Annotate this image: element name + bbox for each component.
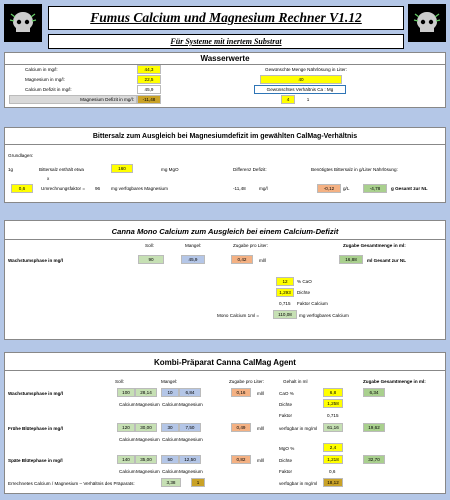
enthaelt-unit: mg MgO (161, 167, 179, 172)
kombi-row-label: Späte Blütephase in mg/l (8, 458, 63, 463)
skull-icon (410, 6, 444, 40)
gesamt-value: 19,62 (363, 423, 385, 432)
sub-magnesium: Magnesium (136, 469, 160, 474)
soll-mg: 28,14 (135, 388, 157, 397)
soll-value[interactable]: 90 (138, 255, 164, 264)
calcium-deficit-label: Calcium Defizit in mg/l: (25, 87, 72, 92)
magnesium-input[interactable]: 22,5 (137, 75, 161, 84)
col-gehalt: Gehalt in ml (283, 379, 308, 384)
soll-ca[interactable]: 120 (117, 423, 135, 432)
cao-label: % CaO (297, 279, 312, 284)
diff-unit: mg/l (259, 186, 268, 191)
zugabe-unit: ml/l (257, 458, 265, 463)
panel-canna-mono (4, 220, 446, 340)
skull-icon (6, 6, 40, 40)
col-zugabe: Zugabe pro Liter: (233, 243, 268, 248)
umrechnung-label: Umrechnungsfaktor = (41, 186, 86, 191)
mangel-ca: 10 (161, 388, 179, 397)
col-gesamt: Zugabe Gesamtmenge in ml: (363, 379, 426, 384)
diff-label: Differenz Defizit: (233, 167, 267, 172)
ratio-ca-input[interactable]: 4 (281, 95, 295, 104)
sub-magnesium: Magnesium (179, 437, 203, 442)
mangel-ca: 50 (161, 455, 179, 464)
gram-unit: 1g (8, 167, 14, 172)
zugabe-unit: ml/l (257, 426, 265, 431)
umrechnung-unit: mg verfügbares Magnesium (111, 186, 168, 191)
total-label: g Gesamt zur NL (391, 186, 428, 191)
faktor1-value: 0,715 (327, 413, 339, 418)
gehalt-label: Dichte (279, 458, 293, 463)
gesamt-label: ml Gesamt zur NL (367, 258, 407, 263)
divider (5, 370, 445, 371)
enthaelt-label: Bittersalz enthält etwa (39, 167, 84, 172)
divider (5, 239, 445, 240)
faktor2-label: Faktor (279, 469, 293, 474)
sub-calcium: Calcium (119, 437, 136, 442)
col-mangel: Mangel: (161, 379, 178, 384)
total-value: -4,78 (363, 184, 387, 193)
magnesium-label: Magnesium in mg/l: (25, 77, 65, 82)
diff-value: -11,48 (233, 186, 246, 191)
per-liter-value: -0,12 (317, 184, 341, 193)
mono-unit: mg verfügbares Calcium (299, 313, 349, 318)
wachstumsphase-label: Wachstumsphase in mg/l (8, 258, 63, 263)
gehalt-value[interactable]: 1,218 (323, 455, 343, 464)
mono-label: Mono Calcium 1ml = (217, 313, 259, 318)
sub-calcium: Calcium (162, 402, 179, 407)
gesamt-value: 32,70 (363, 455, 385, 464)
benoetigt-label: Benötigtes Bittersalz in g/Liter Nährlösung: (311, 167, 398, 172)
sub-magnesium: Magnesium (136, 437, 160, 442)
zugabe-value: 0,49 (231, 423, 251, 432)
verf2-value: 18,12 (323, 478, 343, 487)
gesamt-value: 6,34 (363, 388, 385, 397)
page-subtitle: Für Systeme mit inertem Substrat (48, 34, 404, 49)
logo-left (4, 4, 42, 42)
mangel-value: 45,9 (181, 255, 205, 264)
footer-label: Errechnetes Calcium / Magnesium – Verhältnis des Präparats: (8, 481, 135, 486)
faktor-label: Faktor Calcium (297, 301, 328, 306)
zugabe-unit: ml/l (259, 258, 267, 263)
sub-calcium: Calcium (119, 402, 136, 407)
ratio-mg-value: 1 (301, 95, 315, 104)
menge-label: Gewünschte Menge Nährlösung in Liter: (265, 67, 347, 72)
dichte-label: Dichte (297, 290, 311, 295)
enthaelt-value[interactable]: 160 (111, 164, 133, 173)
dichte1-value[interactable]: 1,258 (323, 399, 343, 408)
menge-input[interactable]: 40 (260, 75, 342, 84)
multiply-sign: x (47, 176, 50, 181)
grundlagen-label: Grundlagen: (8, 153, 34, 158)
sub-calcium: Calcium (162, 437, 179, 442)
soll-ca[interactable]: 140 (117, 455, 135, 464)
faktor1-label: Faktor (279, 413, 293, 418)
divider (5, 144, 445, 145)
calcium-input[interactable]: 44,3 (137, 65, 161, 74)
panel-wasserwerte (4, 52, 446, 108)
zugabe-value: 0,42 (231, 255, 253, 264)
soll-mg: 35,00 (135, 455, 157, 464)
sub-calcium: Calcium (119, 469, 136, 474)
calcium-label: Calcium in mg/l: (25, 67, 58, 72)
cao-value[interactable]: 12 (276, 277, 294, 286)
mangel-ca: 30 (161, 423, 179, 432)
panel-title: Canna Mono Calcium zum Ausgleich bei einem Calcium-Defizit (111, 227, 339, 236)
kombi-row-label: Wachstumsphase in mg/l (8, 391, 63, 396)
soll-mg: 30,00 (135, 423, 157, 432)
calcium-deficit-value: 45,9 (137, 85, 161, 94)
gehalt-value: 61,16 (323, 423, 343, 432)
divider (5, 64, 445, 65)
panel-title: Wasserwerte (200, 54, 250, 63)
mangel-mg: 12,50 (179, 455, 201, 464)
zugabe-value: 0,16 (231, 388, 251, 397)
col-zugabe: Zugabe pro Liter: (229, 379, 264, 384)
col-soll: Soll: (145, 243, 154, 248)
faktor2-value: 0,6 (329, 469, 336, 474)
zugabe-unit: ml/l (257, 391, 265, 396)
panel-title: Bittersalz zum Ausgleich bei Magnesiumdefizit im gewählten CalMag-Verhältnis (92, 133, 358, 140)
soll-ca[interactable]: 100 (117, 388, 135, 397)
mono-value: 110,08 (273, 310, 297, 319)
col-gesamt: Zugabe Gesamtmenge in ml: (343, 243, 406, 248)
magnesium-deficit-label: Magnesium Defizit in mg/l: (9, 95, 137, 104)
panel-title: Kombi-Präparat Canna CalMag Agent (154, 358, 296, 367)
dichte-value[interactable]: 1,293 (276, 288, 294, 297)
mgo-value[interactable]: 2,4 (323, 443, 343, 452)
sub-magnesium: Magnesium (179, 469, 203, 474)
faktor-value: 0,715 (279, 301, 291, 306)
panel-kombi (4, 352, 446, 494)
mgo-label: MgO % (279, 446, 295, 451)
col-mangel: Mangel: (185, 243, 202, 248)
sub-magnesium: Magnesium (136, 402, 160, 407)
sub-calcium: Calcium (162, 469, 179, 474)
verhaeltnis-label: Gewünschtes Verhältnis Ca : Mg (254, 85, 346, 94)
footer-ca-value: 3,38 (161, 478, 181, 487)
mangel-mg: 7,50 (179, 423, 201, 432)
sub-magnesium: Magnesium (179, 402, 203, 407)
kombi-row-label: Frühe Blütephase in mg/l (8, 426, 63, 431)
umrechnung-value: 96 (95, 186, 101, 191)
verf2-label: verfügbar in mg/ml (279, 481, 318, 486)
factor-left-value[interactable]: 0,6 (11, 184, 33, 193)
page-title: Fumus Calcium und Magnesium Rechner V1.12 (48, 6, 404, 30)
dichte1-label: Dichte (279, 402, 293, 407)
zugabe-value: 0,82 (231, 455, 251, 464)
magnesium-deficit-value: -11,48 (137, 95, 161, 104)
gehalt-value[interactable]: 6,8 (323, 388, 343, 397)
gehalt-label: verfügbar in mg/ml (279, 426, 318, 431)
logo-right (408, 4, 446, 42)
gesamt-value: 16,88 (339, 255, 363, 264)
col-soll: Soll: (115, 379, 124, 384)
mangel-mg: 6,84 (179, 388, 201, 397)
footer-mg-value: 1 (191, 478, 205, 487)
gehalt-label: CaO % (279, 391, 294, 396)
panel-bittersalz (4, 127, 446, 203)
per-liter-unit: g/L (343, 186, 350, 191)
